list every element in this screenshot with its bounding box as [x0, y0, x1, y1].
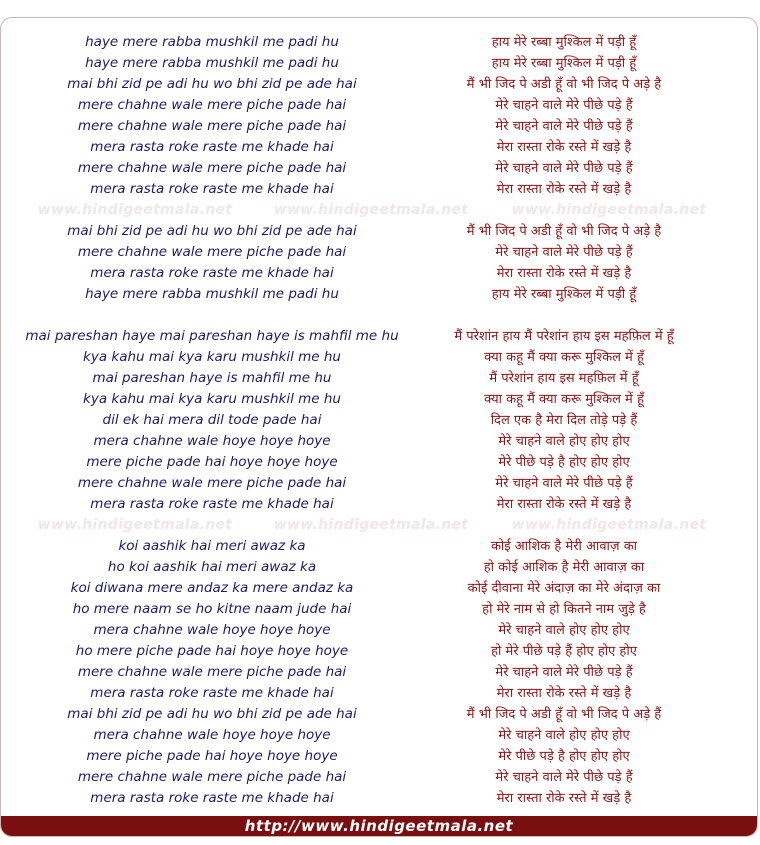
footer-url-bar[interactable]: http://www.hindigeetmala.net	[1, 816, 757, 836]
lyric-line-devanagari: मेरे चाहने वाले मेरे पीछे पड़े हैं	[495, 665, 633, 680]
watermark-text: www.hindigeetmala.net	[511, 202, 707, 218]
lyric-line-devanagari: मेरे चाहने वाले मेरे पीछे पड़े हैं	[495, 161, 633, 176]
lyric-line-roman: mere chahne wale mere piche pade hai	[77, 118, 347, 134]
lyric-line-devanagari: हाय मेरे रब्बा मुश्किल में पड़ी हूँ	[491, 35, 637, 50]
watermark-text: www.hindigeetmala.net	[37, 517, 233, 533]
lyric-line-devanagari: दिल एक है मेरा दिल तोड़े पड़े हैं	[490, 413, 638, 428]
lyric-line-devanagari: मेरे चाहने वाले मेरे पीछे पड़े हैं	[495, 245, 633, 260]
lyric-line-devanagari: क्या कहू मैं क्या करू मुश्किल में हूँ	[484, 350, 644, 365]
lyric-line-devanagari: मैं भी जिद पे अडी हूँ वो भी जिद पे अड़े है	[466, 77, 662, 92]
lyric-line-roman: mere chahne wale mere piche pade hai	[77, 97, 347, 113]
lyric-line-devanagari: हो मेरे नाम से हो कितने नाम जुड़े है	[482, 602, 646, 617]
lyric-line-roman: haye mere rabba mushkil me padi hu	[85, 55, 339, 71]
lyric-line-roman: mera rasta roke raste me khade hai	[90, 790, 334, 806]
lyric-line-devanagari: मेरे पीछे पड़े है होए होए होए	[498, 749, 630, 764]
lyric-line-roman: mera rasta roke raste me khade hai	[90, 181, 334, 197]
lyric-line-roman: ho mere naam se ho kitne naam jude hai	[72, 601, 352, 617]
lyric-line-roman: mere piche pade hai hoye hoye hoye	[86, 748, 338, 764]
lyric-line-roman: dil ek hai mera dil tode pade hai	[102, 412, 322, 428]
lyric-line-roman: kya kahu mai kya karu mushkil me hu	[83, 391, 341, 407]
lyric-line-devanagari: मैं परेशांन हाय मैं परेशांन हाय इस महफ़िल में हूँ	[454, 329, 674, 344]
lyric-line-roman: kya kahu mai kya karu mushkil me hu	[83, 349, 341, 365]
lyric-line-devanagari: हाय मेरे रब्बा मुश्किल में पड़ी हूँ	[491, 56, 637, 71]
lyric-line-roman: mera rasta roke raste me khade hai	[90, 139, 334, 155]
lyric-line-roman: mai pareshan haye is mahfil me hu	[92, 370, 332, 386]
lyric-line-roman: mere chahne wale mere piche pade hai	[77, 475, 347, 491]
lyric-line-roman: mere chahne wale mere piche pade hai	[77, 664, 347, 680]
lyric-line-roman: haye mere rabba mushkil me padi hu	[85, 286, 339, 302]
lyric-line-devanagari: मेरे चाहने वाले मेरे पीछे पड़े हैं	[495, 476, 633, 491]
lyric-line-devanagari: मेरे चाहने वाले होए होए होए	[498, 728, 630, 743]
lyric-line-devanagari: मेरे चाहने वाले मेरे पीछे पड़े हैं	[495, 119, 633, 134]
lyric-line-roman: mere chahne wale mere piche pade hai	[77, 769, 347, 785]
lyric-line-devanagari: मेरे चाहने वाले होए होए होए	[498, 434, 630, 449]
lyric-line-roman: ho koi aashik hai meri awaz ka	[107, 559, 317, 575]
watermark-text: www.hindigeetmala.net	[273, 517, 469, 533]
lyric-line-roman: mera chahne wale hoye hoye hoye	[93, 433, 331, 449]
lyric-line-roman: mai pareshan haye mai pareshan haye is mahfil me hu	[25, 328, 399, 344]
watermark-text: www.hindigeetmala.net	[37, 202, 233, 218]
watermark-text: www.hindigeetmala.net	[273, 202, 469, 218]
lyric-line-roman: mere piche pade hai hoye hoye hoye	[86, 454, 338, 470]
lyric-line-roman: koi aashik hai meri awaz ka	[118, 538, 306, 554]
lyric-line-roman: mera chahne wale hoye hoye hoye	[93, 727, 331, 743]
lyric-line-devanagari: हो मेरे पीछे पड़े हैं होए होए होए	[491, 644, 637, 659]
lyric-line-devanagari: मैं परेशांन हाय इस महफ़िल में हूँ	[489, 371, 639, 386]
lyric-line-roman: mera rasta roke raste me khade hai	[90, 265, 334, 281]
lyric-line-roman: mai bhi zid pe adi hu wo bhi zid pe ade hai	[67, 76, 357, 92]
lyrics-card	[0, 17, 758, 837]
lyric-line-roman: mera rasta roke raste me khade hai	[90, 496, 334, 512]
lyric-line-roman: mere chahne wale mere piche pade hai	[77, 160, 347, 176]
lyric-line-roman: mere chahne wale mere piche pade hai	[77, 244, 347, 260]
lyric-line-roman: mera chahne wale hoye hoye hoye	[93, 622, 331, 638]
lyric-line-roman: mai bhi zid pe adi hu wo bhi zid pe ade hai	[67, 706, 357, 722]
lyric-line-roman: mai bhi zid pe adi hu wo bhi zid pe ade hai	[67, 223, 357, 239]
lyric-line-roman: ho mere piche pade hai hoye hoye hoye	[75, 643, 349, 659]
lyric-line-roman: haye mere rabba mushkil me padi hu	[85, 34, 339, 50]
lyric-line-devanagari: क्या कहू मैं क्या करू मुश्किल में हूँ	[484, 392, 644, 407]
lyric-line-devanagari: मेरा रास्ता रोके रस्ते में खड़े है	[496, 791, 632, 806]
lyric-line-devanagari: मेरा रास्ता रोके रस्ते में खड़े है	[496, 266, 632, 281]
lyric-line-devanagari: कोई दीवाना मेरे अंदाज़ का मेरे अंदाज़ का	[467, 581, 661, 596]
lyric-line-devanagari: कोई आशिक है मेरी आवाज़ का	[490, 539, 638, 554]
lyric-line-devanagari: हो कोई आशिक है मेरी आवाज़ का	[483, 560, 645, 575]
lyric-line-devanagari: मेरा रास्ता रोके रस्ते में खड़े है	[496, 686, 632, 701]
lyric-line-roman: mera rasta roke raste me khade hai	[90, 685, 334, 701]
lyric-line-devanagari: हाय मेरे रब्बा मुश्किल में पड़ी हूँ	[491, 287, 637, 302]
lyric-line-devanagari: मेरा रास्ता रोके रस्ते में खड़े है	[496, 182, 632, 197]
lyric-line-devanagari: मेरे चाहने वाले मेरे पीछे पड़े हैं	[495, 770, 633, 785]
lyric-line-devanagari: मेरे पीछे पड़े है होए होए होए	[498, 455, 630, 470]
watermark-text: www.hindigeetmala.net	[511, 517, 707, 533]
lyric-line-devanagari: मेरा रास्ता रोके रस्ते में खड़े है	[496, 497, 632, 512]
lyric-line-roman: koi diwana mere andaz ka mere andaz ka	[70, 580, 354, 596]
lyric-line-devanagari: मेरे चाहने वाले मेरे पीछे पड़े हैं	[495, 98, 633, 113]
lyric-line-devanagari: मैं भी जिद पे अडी हूँ वो भी जिद पे अड़े है	[466, 224, 662, 239]
lyric-line-devanagari: मेरा रास्ता रोके रस्ते में खड़े है	[496, 140, 632, 155]
lyric-line-devanagari: मेरे चाहने वाले होए होए होए	[498, 623, 630, 638]
lyric-line-devanagari: मैं भी जिद पे अडी हूँ वो भी जिद पे अड़े हैं	[466, 707, 662, 722]
